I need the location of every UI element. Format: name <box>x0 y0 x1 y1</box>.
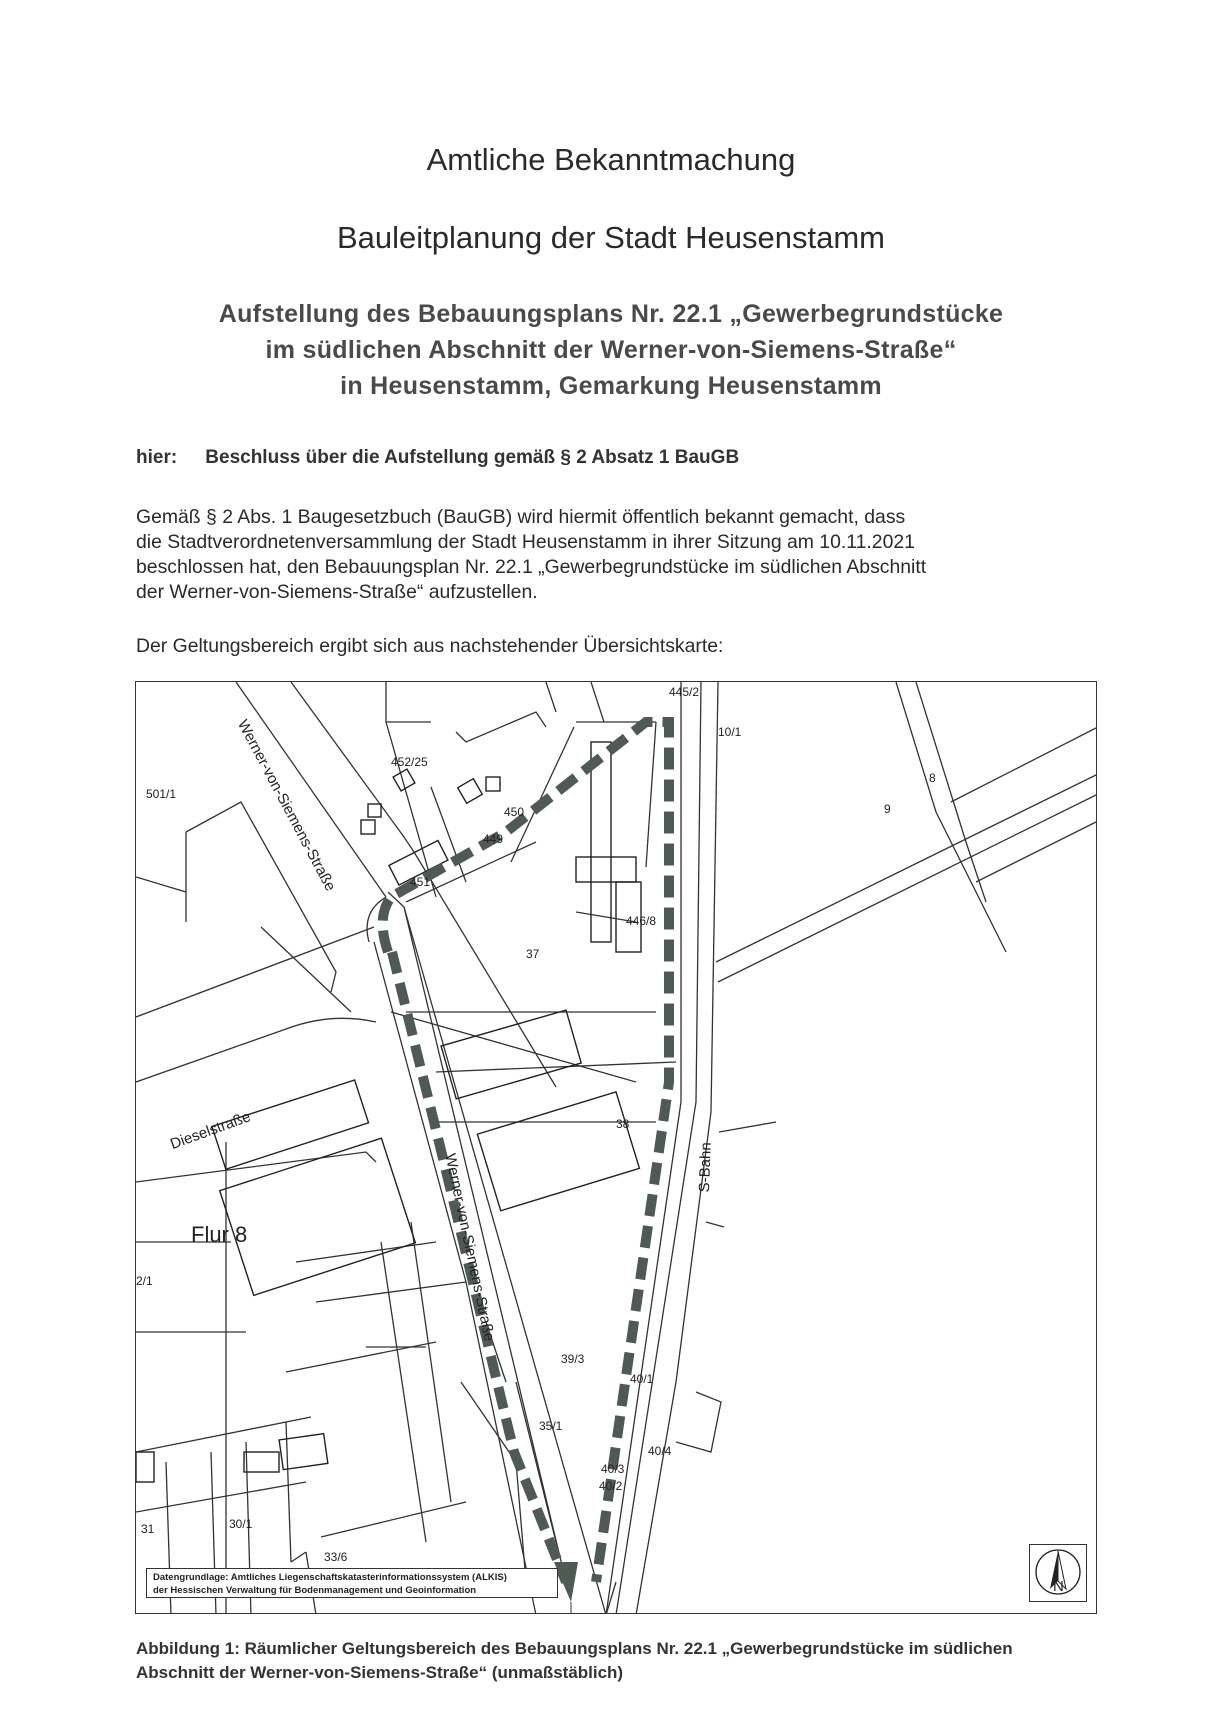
map-data-source <box>146 1568 558 1598</box>
subject-line <box>136 447 739 469</box>
data-source-line: Datengrundlage: Amtliches Liegenschaftskatasterinformationssystem (ALKIS) <box>153 1572 507 1583</box>
street-label-s-bahn: S-Bahn <box>696 1141 715 1193</box>
north-label: N <box>1053 1578 1064 1595</box>
parcel-label: 35/1 <box>539 1419 563 1433</box>
parcel-label: 33/6 <box>324 1550 348 1564</box>
north-arrow-icon <box>1029 1544 1087 1602</box>
parcel-label: 30/1 <box>229 1517 253 1531</box>
parcel-label: 445/2 <box>669 685 700 699</box>
caption-line: Abschnitt der Werner-von-Siemens-Straße“ (unmaßstäblich) <box>136 1663 624 1682</box>
plan-title-line: Aufstellung des Bebauungsplans Nr. 22.1 „Gewerbegrundstücke <box>218 300 1004 328</box>
overview-map <box>135 681 1097 1614</box>
flur-label: Flur 8 <box>191 1222 248 1247</box>
parcel-label: 9 <box>884 802 891 816</box>
parcel-label: 40/2 <box>599 1479 623 1493</box>
parcel-label: 446/8 <box>626 914 657 928</box>
subject-label: hier: <box>136 447 178 468</box>
plan-title-line: im südlichen Abschnitt der Werner-von-Siemens-Straße“ <box>265 336 957 364</box>
subject-text: Beschluss über die Aufstellung gemäß § 2 Absatz 1 BauGB <box>205 447 740 468</box>
parcel-label: 2/1 <box>136 1274 153 1288</box>
parcel-label: 501/1 <box>146 787 177 801</box>
parcel-label: 450 <box>504 805 525 819</box>
plan-title-line: in Heusenstamm, Gemarkung Heusenstamm <box>340 372 882 400</box>
street-label-dieselstrasse: Dieselstraße <box>168 1108 253 1153</box>
parcel-label: 40/4 <box>648 1444 672 1458</box>
parcel-label: 10/1 <box>718 725 742 739</box>
parcel-label: 452/25 <box>391 755 428 769</box>
document-subtitle: Bauleitplanung der Stadt Heusenstamm <box>337 220 885 255</box>
parcel-label: 8 <box>929 771 936 785</box>
body-line: beschlossen hat, den Bebauungsplan Nr. 22.1 „Gewerbegrundstücke im südlichen Abschnitt <box>136 556 927 578</box>
body-line: Gemäß § 2 Abs. 1 Baugesetzbuch (BauGB) wird hiermit öffentlich bekannt gemacht, dass <box>136 506 906 528</box>
announcement-body <box>136 505 1086 605</box>
data-source-line: der Hessischen Verwaltung für Bodenmanagement und Geoinformation <box>153 1585 477 1596</box>
caption-line: Abbildung 1: Räumlicher Geltungsbereich des Bebauungsplans Nr. 22.1 „Gewerbegrundstücke im südlichen <box>136 1639 1013 1658</box>
parcel-label: 40/1 <box>630 1372 654 1386</box>
parcel-label: 40/3 <box>601 1462 625 1476</box>
parcel-label: 449 <box>483 832 504 846</box>
figure-caption <box>136 1637 1106 1685</box>
parcel-label: 37 <box>526 947 540 961</box>
parcel-label: 38 <box>616 1117 630 1131</box>
plan-title <box>0 296 1222 404</box>
parcel-label: 39/3 <box>561 1352 585 1366</box>
parcel-label: 451 <box>410 875 431 889</box>
street-label-werner-von-siemens: Werner-von-Siemens-Straße <box>233 717 339 895</box>
body-line: der Werner-von-Siemens-Straße“ aufzustellen. <box>136 581 538 603</box>
street-label-werner-von-siemens: Werner-von-Siemens-Straße <box>441 1152 498 1343</box>
document-title: Amtliche Bekanntmachung <box>426 142 796 177</box>
parcel-label: 31 <box>141 1522 155 1536</box>
map-intro: Der Geltungsbereich ergibt sich aus nachstehender Übersichtskarte: <box>136 635 724 657</box>
body-line: die Stadtverordnetenversammlung der Stadt Heusenstamm in ihrer Sitzung am 10.11.2021 <box>136 531 915 553</box>
